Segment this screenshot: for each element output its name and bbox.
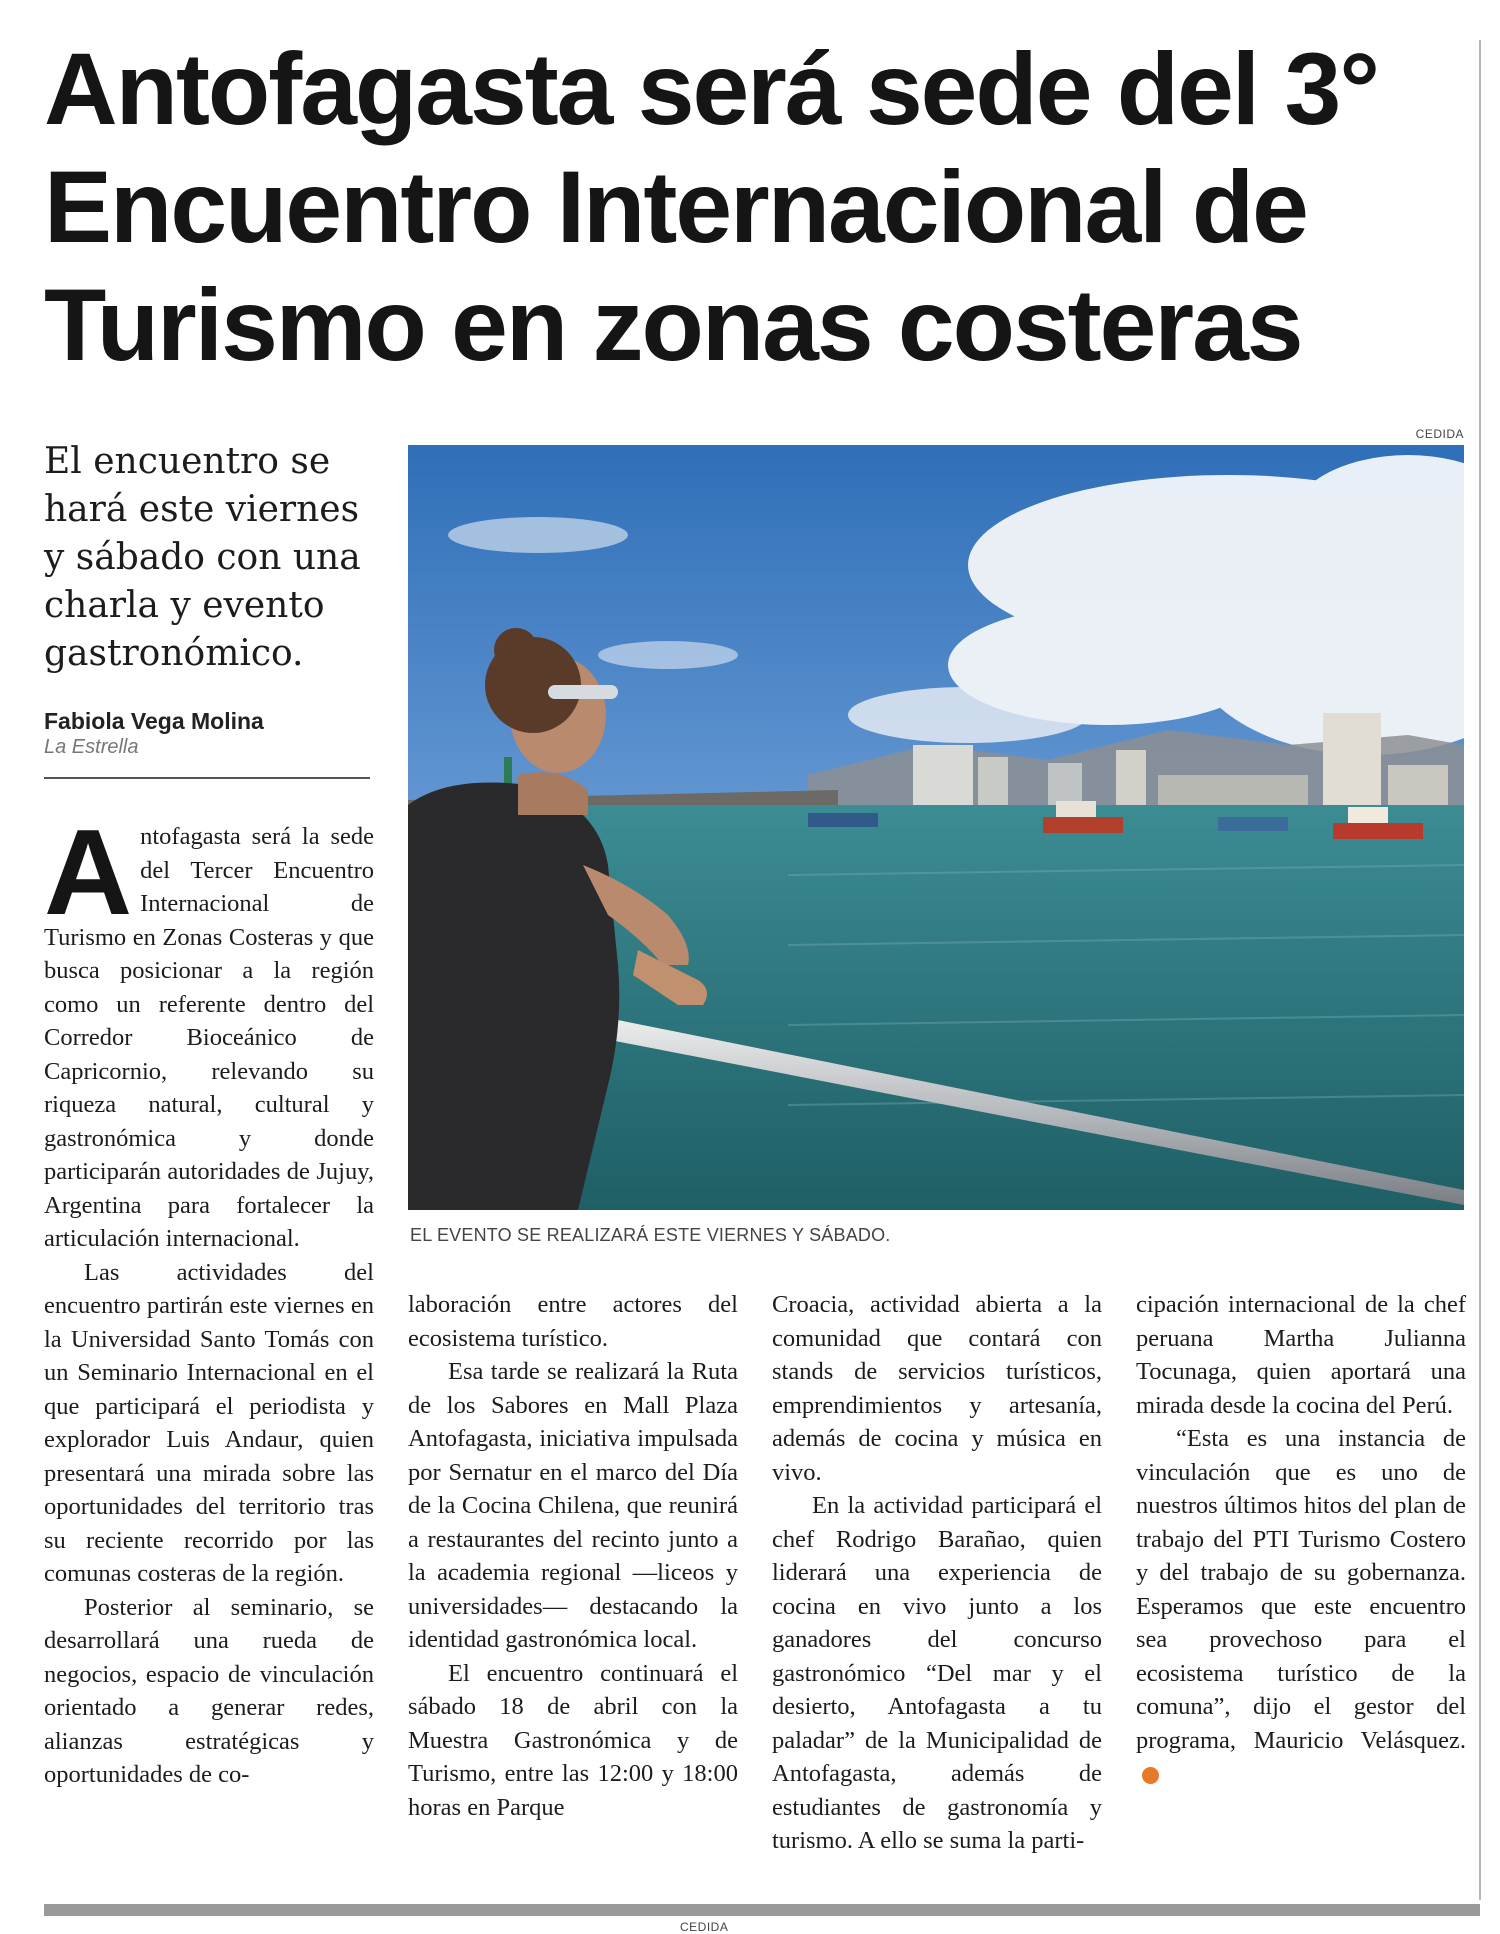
paragraph-7: “Esta es una instancia de vinculación que es uno de nuestros últimos hitos del plan de trabajo del PTI Turismo Costero y del trabajo de su gobernanza. Esperamos que este encuentro sea provechoso para el ecosistema turístico de la comuna”, dijo el gestor del programa, Mauricio Velásquez.✪ [1136,1425,1466,1782]
photo-credit: CEDIDA [1415,427,1464,441]
bottom-divider-bar [44,1904,1480,1916]
paragraph-3-continued: laboración entre actores del ecosistema turístico. [408,1291,738,1352]
byline-divider [44,777,370,779]
bottom-credit: CEDIDA [680,1920,729,1934]
page-edge-rule [1479,40,1481,1900]
paragraph-6: En la actividad participará el chef Rodrigo Barañao, quien liderará una experiencia de cocina en vivo junto a los ganadores del concurso gastronómico “Del mar y el desierto, Antofagasta a tu paladar” de la Municipalidad de Antofagasta, además de estudiantes de gastronomía y turismo. A ello se suma la parti- [772,1492,1102,1854]
headline-line-1: Antofagasta será sede del 3° [44,32,1378,146]
end-of-article-icon: ✪ [1142,1767,1159,1784]
photo-caption: EL EVENTO SE REALIZARÁ ESTE VIERNES Y SÁBADO. [410,1225,891,1245]
paragraph-6-continued: cipación internacional de la chef peruana Martha Julianna Tocunaga, quien aportará una mirada desde la cocina del Perú. [1136,1291,1466,1419]
paragraph-4: Esa tarde se realizará la Ruta de los Sabores en Mall Plaza Antofagasta, iniciativa impulsada por Sernatur en el marco del Día de la Cocina Chilena, que reunirá a restaurantes del recinto junto a la academia regional —liceos y universidades— destacando la identidad gastronómica local. [408,1358,738,1653]
paragraph-2: Las actividades del encuentro partirán este viernes en la Universidad Santo Tomás con un Seminario Internacional en el que participará el periodista y explorador Luis Andaur, quien presentará una mirada sobre las oportunidades del territorio tras su reciente recorrido por las comunas costeras de la región. [44,1258,374,1587]
body-column-4 [1136,1288,1466,1791]
paragraph-1: Antofagasta será la sede del Tercer Encuentro Internacional de Turismo en Zonas Costeras y que busca posicionar a la región como un referente dentro del Corredor Bioceánico de Capricornio, relevando su riqueza natural, cultural y gastronómica y donde participarán autoridades de Jujuy, Argentina para fortalecer la articulación internacional. [44,804,374,1252]
paragraph-5: El encuentro continuará el sábado 18 de abril con la Muestra Gastronómica y de Turismo, entre las 12:00 y 18:00 horas en Parque [408,1659,738,1821]
headline [44,30,1474,384]
body-column-2 [408,1288,738,1824]
body-column-1 [44,804,374,1792]
publication-name: La Estrella [44,736,139,758]
harbor-photo-illustration [408,445,1464,1210]
drop-cap: A [44,804,133,940]
headline-line-2: Encuentro Internacional de [44,150,1307,264]
article-photo [408,445,1464,1210]
author-name: Fabiola Vega Molina [44,708,264,734]
article-deck: El encuentro se hará este viernes y sábado con una charla y evento gastronómico. [44,441,361,674]
headline-line-3: Turismo en zonas costeras [44,268,1302,382]
paragraph-3: Posterior al seminario, se desarrollará una rueda de negocios, espacio de vinculación orientado a generar redes, alianzas estratégicas y oportunidades de co- [44,1593,374,1788]
body-column-3 [772,1288,1102,1858]
paragraph-5-continued: Croacia, actividad abierta a la comunidad que contará con stands de servicios turísticos, emprendimientos y artesanía, además de cocina y música en vivo. [772,1291,1102,1486]
